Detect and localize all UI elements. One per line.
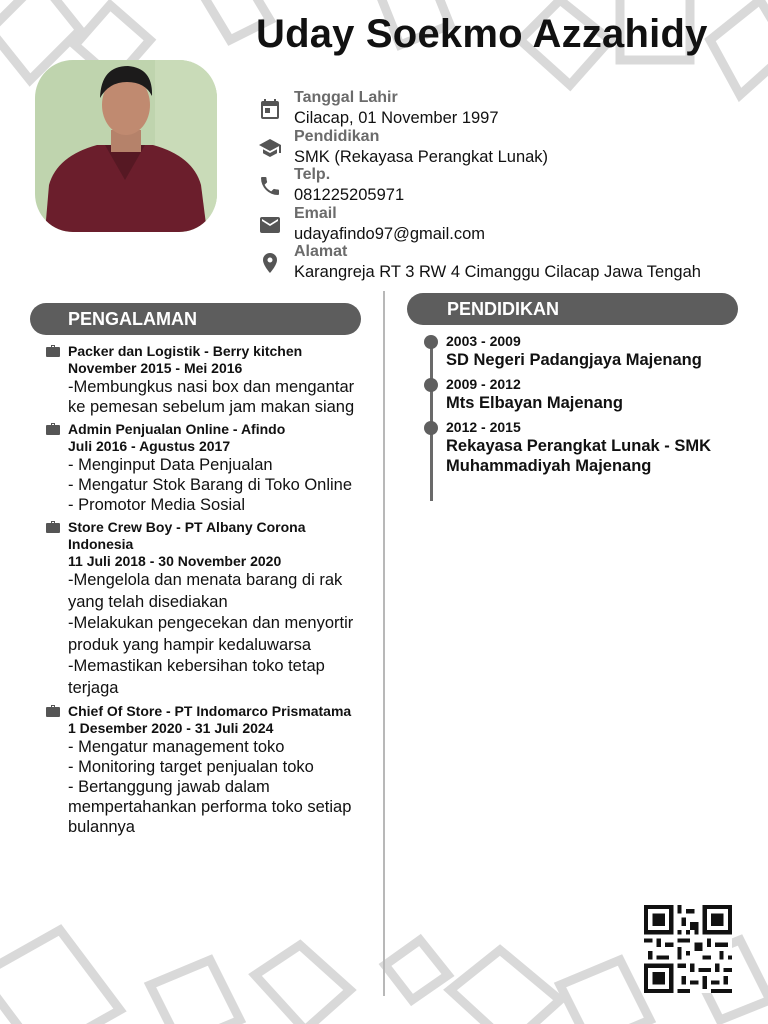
experience-item [46,343,366,417]
email-icon [258,213,282,237]
education-school: Rekayasa Perangkat Lunak - SMK Muhammadiyah Majenang [446,437,712,475]
experience-section-header [30,303,361,335]
job-title: Admin Penjualan Online - Afindo [68,421,286,437]
personal-info [256,89,756,282]
info-label: Telp. [294,166,331,183]
education-years: 2012 - 2015 [446,419,521,435]
graduation-cap-icon [258,136,282,160]
education-item [424,333,744,370]
info-email [256,205,756,244]
info-label: Pendidikan [294,127,380,145]
column-divider [383,291,385,996]
briefcase-icon [46,423,60,435]
job-description-line: -Mengelola dan menata barang di rak yang telah disediakan [68,571,343,611]
profile-photo [35,60,217,232]
info-value: Cilacap, 01 November 1997 [294,109,499,127]
job-title: Packer dan Logistik - Berry kitchen [68,343,303,359]
experience-item [46,519,366,699]
education-school: Mts Elbayan Majenang [446,394,623,412]
info-label: Tanggal Lahir [294,89,398,106]
job-period: 1 Desember 2020 - 31 Juli 2024 [68,720,274,736]
job-description-line: -Membungkus nasi box dan mengantar ke pemesan sebelum jam makan siang [68,378,355,416]
qr-code [642,905,734,993]
job-description-line: -Memastikan kebersihan toko tetap terjaga [68,657,325,697]
info-education [256,128,756,167]
education-section-header [407,293,738,325]
job-description-line: - Monitoring target penjualan toko [68,758,314,776]
timeline-dot [424,378,438,392]
education-school: SD Negeri Padangjaya Majenang [446,351,702,369]
education-heading: PENDIDIKAN [447,299,560,319]
job-description-line: - Promotor Media Sosial [68,496,245,514]
education-item [424,376,744,413]
education-timeline [424,333,744,482]
job-description-line: - Mengatur management toko [68,738,285,756]
experience-item [46,703,366,837]
info-label: Email [294,204,337,222]
job-period: Juli 2016 - Agustus 2017 [68,438,231,454]
briefcase-icon [46,345,60,357]
job-period: November 2015 - Mei 2016 [68,360,243,376]
experience-item [46,421,366,515]
job-title: Chief Of Store - PT Indomarco Prismatama [68,703,352,719]
info-birth-date [256,89,756,128]
job-title: Store Crew Boy - PT Albany Corona Indonesia [68,519,306,552]
calendar-icon [258,97,282,121]
info-phone [256,166,756,205]
experience-list [46,343,366,841]
briefcase-icon [46,705,60,717]
timeline-dot [424,335,438,349]
info-value: 081225205971 [294,186,405,204]
info-label: Alamat [294,243,348,260]
education-years: 2003 - 2009 [446,333,521,349]
education-item [424,419,744,476]
candidate-name: Uday Soekmo Azzahidy [256,12,708,56]
experience-heading: PENGALAMAN [68,309,197,329]
info-address [256,243,756,282]
info-value: udayafindo97@gmail.com [294,224,486,243]
job-description-line: - Bertanggung jawab dalam mempertahankan performa toko setiap bulannya [68,778,352,836]
job-description-line: -Melakukan pengecekan dan menyortir produk yang hampir kedaluwarsa [68,614,354,654]
job-description-line: - Menginput Data Penjualan [68,456,273,474]
job-period: 11 Juli 2018 - 30 November 2020 [68,553,282,569]
timeline-dot [424,421,438,435]
phone-icon [258,174,282,198]
briefcase-icon [46,521,60,533]
education-years: 2009 - 2012 [446,376,521,392]
info-value: Karangreja RT 3 RW 4 Cimanggu Cilacap Jawa Tengah [294,263,701,281]
location-pin-icon [258,251,282,275]
job-description-line: - Mengatur Stok Barang di Toko Online [68,476,353,494]
info-value: SMK (Rekayasa Perangkat Lunak) [294,147,549,166]
